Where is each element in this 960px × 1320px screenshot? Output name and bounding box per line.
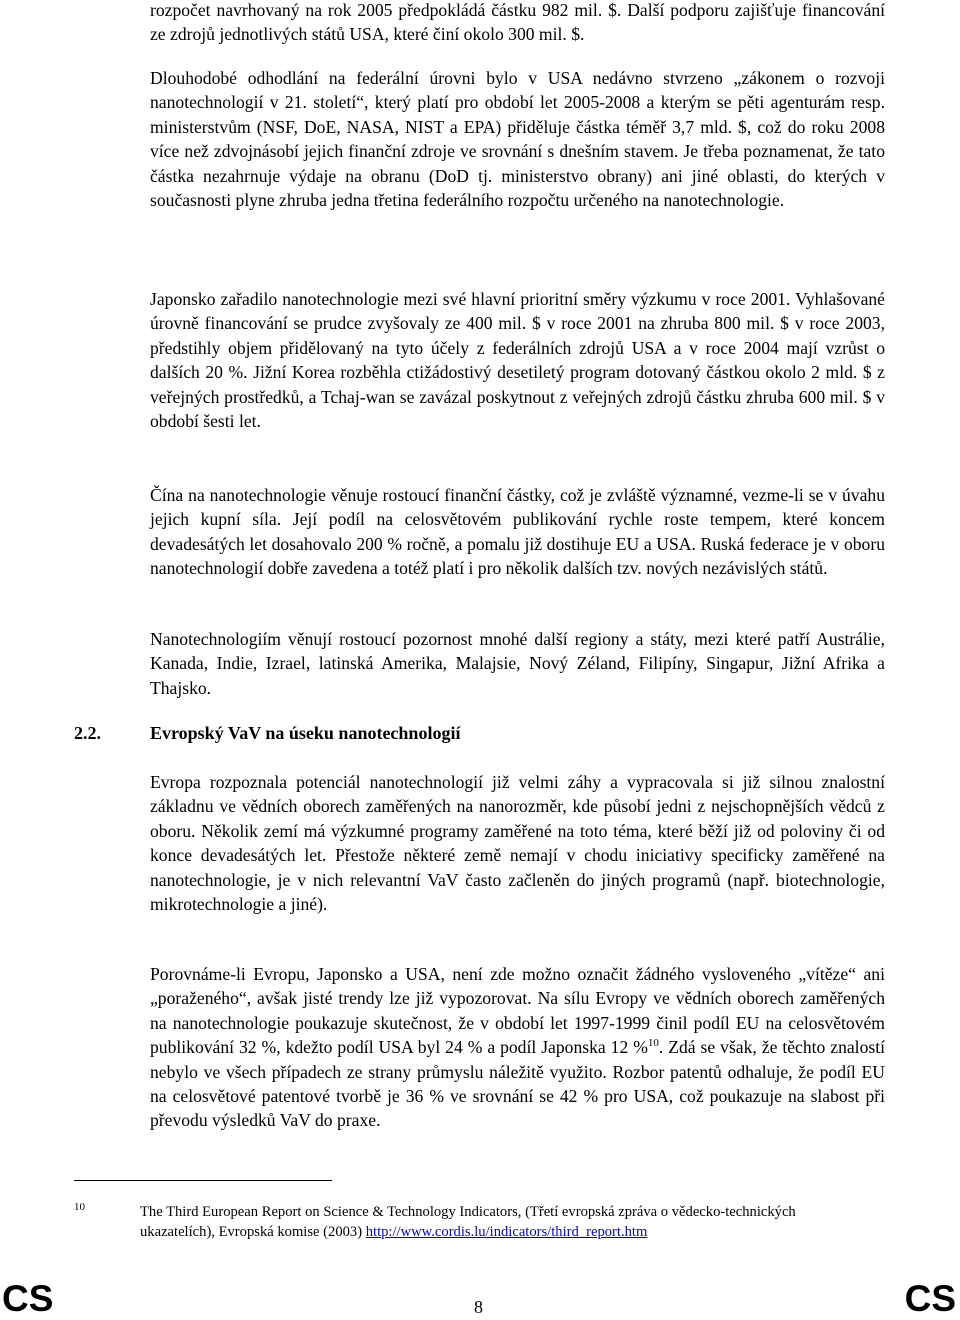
paragraph-other-regions: Nanotechnologiím věnují rostoucí pozornost mnohé další regiony a státy, mezi které patří Austrálie, Kanada, Indie, Izrael, latinská Amerika, Malajsie, Nový Zéland, Filipíny, Singapur, Jižní Afrika a Thajsko. <box>150 629 885 698</box>
footnote-number: 10 <box>74 1201 85 1213</box>
footnote-reference[interactable]: 10 <box>647 1037 659 1050</box>
section-number: 2.2. <box>74 723 101 743</box>
paragraph-comparison-part1: Porovnáme-li Evropu, Japonsko a USA, není zde možno označit žádného vysloveného „vítěze“ ani „poraženého“, avšak jisté trendy lze již vypozorovat. Na sílu Evropy ve vědních oborech zaměřených na nanotechnologie poukazuje skutečnost, že v období let 1997-1999 činil podíl EU na celosvětovém publikování 32 %, kdežto podíl USA byl 24 % a podíl Japonska 12 % <box>150 964 885 1058</box>
paragraph-europe-text: Evropa rozpoznala potenciál nanotechnologií již velmi záhy a vypracovala si již silnou znalostní základnu ve vědních oborech zaměřených na nanorozměr, kde působí jedni z nejschopnějších vědců z oboru. Několik zemí má výzkumné programy zaměřené na toto téma, které běží již od poloviny či od konce devadesátých let. Přestože některé země nemají v chodu iniciativy specificky zaměřené na nanotechnologie, je v nich relevantní VaV často začleněn do jiných programů (např. biotechnologie, mikrotechnologie a jiné). <box>150 772 885 915</box>
page-number: 8 <box>474 1297 483 1317</box>
footnote-separator <box>74 1180 332 1181</box>
paragraph-budget-continuation: rozpočet navrhovaný na rok 2005 předpokládá částku 982 mil. $. Další podporu zajišťuje financování ze zdrojů jednotlivých států USA, které činí okolo 300 mil. $. <box>150 0 885 45</box>
footnote-link[interactable]: http://www.cordis.lu/indicators/third_report.htm <box>365 1223 648 1240</box>
paragraph-usa-federal: Dlouhodobé odhodlání na federální úrovni bylo v USA nedávno stvrzeno „zákonem o rozvoji nanotechnologií v 21. století“, který platí pro období let 2005-2008 a kterým se pěti agenturám resp. ministerstvům (NSF, DoE, NASA, NIST a EPA) přiděluje částka téměř 3,7 mld. $, což do roku 2008 více než zdvojnásobí jejich finanční zdroje ve srovnání s dnešním stavem. Je třeba poznamenat, že tato částka nezahrnuje výdaje na obranu (DoD tj. ministerstvo obrany) ani jiné oblasti, do kterých v současnosti plyne zhruba jedna třetina federálního rozpočtu určeného na nanotechnologie. <box>150 68 885 211</box>
language-code-left: CS <box>2 1278 54 1319</box>
footnote <box>140 1203 870 1242</box>
section-title: Evropský VaV na úseku nanotechnologií <box>150 723 461 743</box>
paragraph-europe-knowledge-base <box>150 770 885 916</box>
paragraph-comparison-part2: . Zdá se však, že těchto znalostí nebylo ve všech případech ze strany průmyslu náležitě využito. Rozbor patentů odhaluje, že podíl EU na celosvětové patentové tvorbě je 36 % ve srovnání se 42 % pro USA, což poukazuje na slabost při převodu výsledků VaV do praxe. <box>150 1037 885 1131</box>
paragraph-china-russia: Čína na nanotechnologie věnuje rostoucí finanční částky, což je zvláště významné, vezme-li se v úvahu jejich kupní síla. Její podíl na celosvětovém publikování rychle roste tempem, které koncem devadesátých let dosahovalo 200 % ročně, a pomalu již dostihuje EU a USA. Ruská federace je v oboru nanotechnologií dobře zavedena a totéž platí i pro několik dalších tzv. nových nezávislých států. <box>150 485 885 579</box>
language-code-right: CS <box>904 1278 956 1319</box>
footnote-text: The Third European Report on Science & Technology Indicators, (Třetí evropská zpráva o vědecko-technických ukazatelích), Evropská komise (2003) <box>140 1204 796 1240</box>
paragraph-comparison <box>150 962 885 1133</box>
paragraph-japan-korea-taiwan: Japonsko zařadilo nanotechnologie mezi své hlavní prioritní směry výzkumu v roce 2001. Vyhlašované úrovně financování se prudce zvyšovaly ze 400 mil. $ v roce 2001 na zhruba 800 mil. $ v roce 2003, předstihly objem přidělovaný na tyto účely z federálních zdrojů USA a v roce 2004 mají vzrůst o dalších 20 %. Jižní Korea rozběhla ctižádostivý desetiletý program dotovaný částkou okolo 2 mld. $ z veřejných prostředků, a Tchaj-wan se zavázal poskytnout z veřejných zdrojů částku zhruba 600 mil. $ v období šesti let. <box>150 289 885 432</box>
